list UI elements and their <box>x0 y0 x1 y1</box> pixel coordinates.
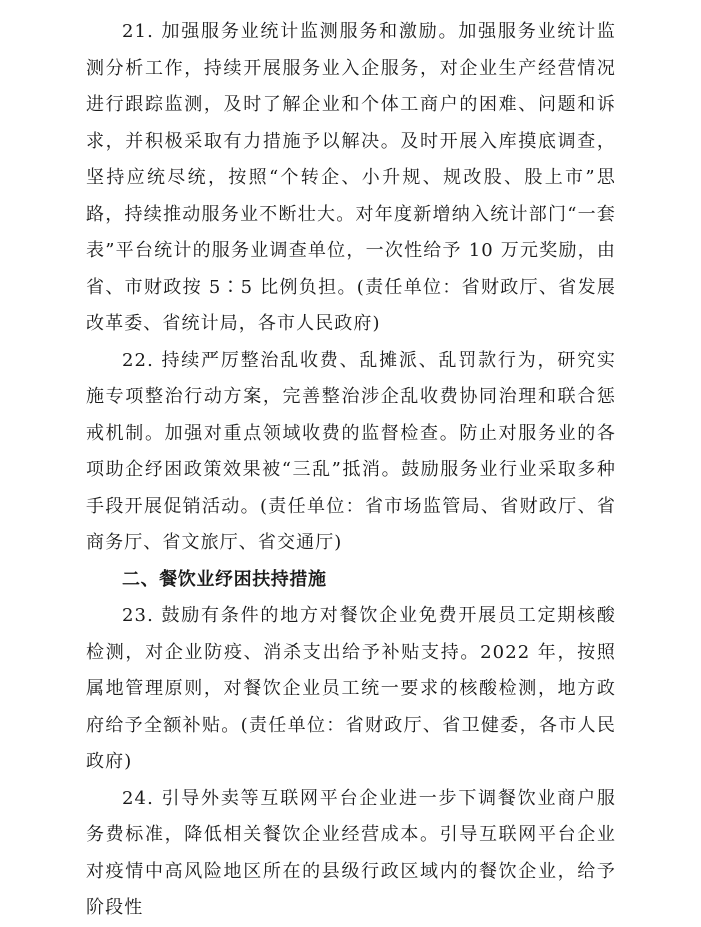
paragraph-22: 22. 持续严厉整治乱收费、乱摊派、乱罚款行为，研究实施专项整治行动方案，完善整治涉企乱收费协同治理和联合惩戒机制。加强对重点领域收费的监督检查。防止对服务业的各项助企纾困政策效果被“三乱”抵消。鼓励服务业行业采取多种手段开展促销活动。(责任单位：省市场监管局、省财政厅、省商务厅、省文旅厅、省交通厅) <box>86 349 616 553</box>
document-page <box>86 0 616 927</box>
paragraph-24: 24. 引导外卖等互联网平台企业进一步下调餐饮业商户服务费标准，降低相关餐饮企业经营成本。引导互联网平台企业对疫情中高风险地区所在的县级行政区域内的餐饮企业，给予阶段性 <box>86 787 616 918</box>
section-heading: 二、餐饮业纾困扶持措施 <box>122 568 327 590</box>
paragraph-23: 23. 鼓励有条件的地方对餐饮企业免费开展员工定期核酸检测，对企业防疫、消杀支出给予补贴支持。2022 年，按照属地管理原则，对餐饮企业员工统一要求的核酸检测，地方政府给予全额补贴。(责任单位：省财政厅、省卫健委，各市人民政府) <box>86 605 616 772</box>
paragraph-21: 21. 加强服务业统计监测服务和激励。加强服务业统计监测分析工作，持续开展服务业入企服务，对企业生产经营情况进行跟踪监测，及时了解企业和个体工商户的困难、问题和诉求，并积极采取有力措施予以解决。及时开展入库摸底调查，坚持应统尽统，按照“个转企、小升规、规改股、股上市”思路，持续推动服务业不断壮大。对年度新增纳入统计部门“一套表”平台统计的服务业调查单位，一次性给予 10 万元奖励，由省、市财政按 5∶5 比例负担。(责任单位：省财政厅、省发展改革委、省统计局，各市人民政府) <box>86 21 616 334</box>
